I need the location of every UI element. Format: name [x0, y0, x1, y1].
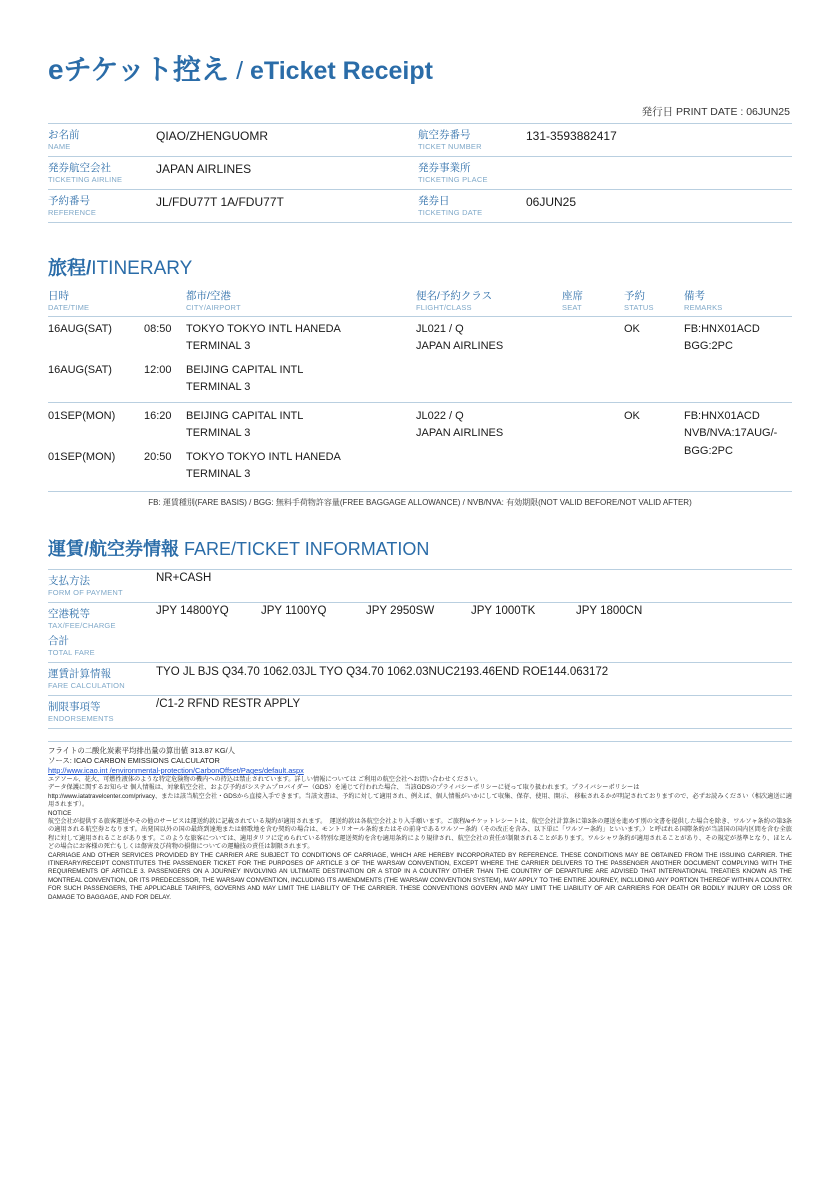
- segment-terminal: TERMINAL 3: [186, 427, 251, 439]
- segment-time: [144, 466, 186, 489]
- print-date: 発行日 PRINT DATE : 06JUN25: [641, 106, 790, 118]
- segment-city: TOKYO TOKYO INTL HANEDA: [186, 451, 341, 463]
- table-row: [48, 466, 792, 489]
- segment-date: 16AUG(SAT): [48, 323, 112, 335]
- title-japanese: eチケット控え: [48, 54, 230, 85]
- info-row-reference: [48, 190, 792, 223]
- tax-item: JPY 2950SW: [366, 605, 435, 617]
- segment-time: [144, 379, 186, 403]
- label-en: TICKETING DATE: [418, 208, 483, 217]
- fare-label-endorsements: [48, 696, 156, 729]
- itinerary-col-seat: [562, 288, 624, 317]
- fare-heading-en: FARE/TICKET INFORMATION: [184, 539, 430, 559]
- notice-label: NOTICE: [48, 809, 72, 817]
- label-jp: 空港税等: [48, 608, 90, 620]
- info-value-ticketing-place: [526, 157, 792, 190]
- segment-status: [624, 355, 684, 379]
- info-label-ticketing-date: [418, 190, 526, 223]
- col-label-jp: 座席: [562, 290, 583, 302]
- segment-date: 01SEP(MON): [48, 451, 116, 463]
- fare-label-taxes: [48, 603, 156, 636]
- data-protection-note: データ保護に関するお知らせ 個人情報は、対象航空会社、および予約がシステムプロバイダー（GDS）を通じて行われた場合、 当該GDSのプライバシーポリシーに従って取り扱われます。プライバシーポリシーは: [48, 784, 640, 792]
- tax-list: [156, 605, 792, 617]
- itinerary-heading-jp: 旅程: [48, 258, 87, 279]
- carbon-offset-link[interactable]: http://www.icao.int /environmental-protection/CarbonOffset/Pages/default.aspx: [48, 766, 304, 775]
- segment-terminal: TERMINAL 3: [186, 340, 251, 352]
- segment-terminal: TERMINAL 3: [186, 381, 251, 393]
- title-separator: /: [236, 57, 244, 85]
- label-en: TICKETING PLACE: [418, 175, 488, 184]
- info-row-name: [48, 124, 792, 157]
- segment-city: TOKYO TOKYO INTL HANEDA: [186, 323, 341, 335]
- info-label-reference: [48, 190, 156, 223]
- itinerary-col-remarks: [684, 288, 792, 317]
- segment-flight: JL021 / Q: [416, 323, 464, 335]
- table-row: [48, 442, 792, 466]
- segment-airline: JAPAN AIRLINES: [416, 340, 504, 352]
- itinerary-heading-en: ITINERARY: [91, 258, 193, 279]
- segment-time: 12:00: [144, 364, 172, 376]
- label-en: FARE CALCULATION: [48, 681, 125, 690]
- segment-date: [48, 379, 144, 403]
- tax-item: JPY 1800CN: [576, 605, 643, 617]
- segment-time: 20:50: [144, 451, 172, 463]
- col-label-jp: 日時: [48, 290, 69, 302]
- tax-item: JPY 1100YQ: [261, 605, 327, 617]
- itinerary-col-datetime: [48, 288, 186, 317]
- segment-status: [624, 338, 684, 355]
- fare-row-form-of-payment: [48, 570, 792, 603]
- segment-city: BEIJING CAPITAL INTL: [186, 364, 304, 376]
- segment-terminal: TERMINAL 3: [186, 468, 251, 480]
- info-value-ticketing-date: 06JUN25: [526, 190, 792, 223]
- info-value-ticket-number: 131-3593882417: [526, 124, 792, 157]
- col-label-jp: 備考: [684, 290, 705, 302]
- label-jp: 運賃計算情報: [48, 668, 111, 680]
- col-label-en: REMARKS: [684, 303, 723, 312]
- label-en: REFERENCE: [48, 208, 97, 217]
- label-jp: 航空券番号: [418, 129, 471, 141]
- segment-seat: [562, 338, 624, 355]
- label-en: TICKETING AIRLINE: [48, 175, 123, 184]
- col-label-en: SEAT: [562, 303, 582, 312]
- segment-time: 08:50: [144, 323, 172, 335]
- col-label-jp: 便名/予約クラス: [416, 290, 493, 302]
- fare-label-form-of-payment: [48, 570, 156, 603]
- segment-seat: [562, 403, 624, 426]
- segment-flight: [416, 442, 562, 466]
- table-row: [48, 379, 792, 403]
- label-jp: 予約番号: [48, 195, 90, 207]
- info-label-name: [48, 124, 156, 157]
- segment-status: [624, 442, 684, 466]
- document-title: [48, 48, 792, 88]
- fare-value-calculation: TYO JL BJS Q34.70 1062.03JL TYO Q34.70 1062.03NUC2193.46END ROE144.063172: [156, 663, 792, 696]
- itinerary-heading: [48, 253, 792, 280]
- fare-value-taxes: [156, 603, 792, 636]
- fare-value-total: [156, 635, 792, 663]
- footnotes-section: [48, 741, 792, 902]
- segment-remarks: FB:HNX01ACD: [684, 323, 760, 335]
- segment-status: OK: [624, 323, 640, 335]
- info-label-ticketing-airline: [48, 157, 156, 190]
- itinerary-col-status: [624, 288, 684, 317]
- segment-seat: [562, 466, 624, 489]
- label-jp: 発券事業所: [418, 162, 471, 174]
- tax-item: JPY 14800YQ: [156, 605, 229, 617]
- label-en: ENDORSEMENTS: [48, 714, 114, 723]
- segment-date: [48, 466, 144, 489]
- fare-heading: [48, 535, 792, 561]
- passenger-info-table: [48, 123, 792, 223]
- fare-row-endorsements: [48, 696, 792, 729]
- segment-date: 16AUG(SAT): [48, 364, 112, 376]
- notice-english: CARRIAGE AND OTHER SERVICES PROVIDED BY THE CARRIER ARE SUBJECT TO CONDITIONS OF CARRIAGE, WHICH ARE HEREBY INCORPORATED BY REFERENCE. THESE CONDITIONS MAY BE OBTAINED FROM THE ISSUING CARRIER. THE ITINERARY/RECEIPT CONSTITUTES THE PASSENGER TICKET FOR THE PURPOSES OF ARTICLE 3 OF THE WARSAW CONVENTION, EXCEPT WHERE THE CARRIER DELIVERS TO THE PASSENGER ANOTHER DOCUMENT COMPLYING WITH THE REQUIREMENTS OF ARTICLE 3. PASSENGERS ON A JOURNEY INVOLVING AN ULTIMATE DESTINATION OR A STOP IN A COUNTRY OTHER THAN THE COUNTRY OF DEPARTURE ARE ADVISED THAT INTERNATIONAL TREATIES KNOWN AS THE MONTREAL CONVENTION, OR ITS PREDECESSOR, THE WARSAW CONVENTION, INCLUDING ITS AMENDMENTS (THE WARSAW CONVENTION SYSTEM), MAY APPLY TO THE ENTIRE JOURNEY, INCLUDING ANY PORTION THEREOF WITHIN A COUNTRY. FOR SUCH PASSENGERS, THE APPLICABLE TARIFFS, GOVERNS AND MAY LIMIT THE LIABILITY OF THE CARRIER. THESE CONVENTIONS GOVERN AND MAY LIMIT THE LIABILITY OF AIR CARRIERS FOR DEATH OR BODILY INJURY OR LOSS OR DAMAGE TO BAGGAGE, AND FOR DELAY.: [48, 851, 792, 901]
- segment-date: 01SEP(MON): [48, 403, 144, 426]
- itinerary-table: [48, 288, 792, 489]
- segment-flight: [416, 379, 562, 403]
- info-value-reference: JL/FDU77T 1A/FDU77T: [156, 190, 418, 223]
- label-jp: お名前: [48, 129, 80, 141]
- tax-item: JPY 1000TK: [471, 605, 536, 617]
- segment-airline: JAPAN AIRLINES: [416, 427, 504, 439]
- fare-row-calculation: [48, 663, 792, 696]
- label-en: FORM OF PAYMENT: [48, 588, 123, 597]
- info-label-ticketing-place: [418, 157, 526, 190]
- fare-row-total: [48, 635, 792, 663]
- table-row: [48, 317, 792, 339]
- notice-japanese: 航空会社が提供する旅客運送やその他のサービスは運送約款に記載されている規約が適用されます。 運送約款は各航空会社より入手願います。ご旅程/eチケットレシートは、航空会社計算条に第3条の運送を進めす別の文書を提供した場合を除き、ワルソャ条約の第3条の適用される航空券となります。出発国以外の国の最終到達地または軽歌地を含む契約の場合は、モントリオール条約またはその前身であるワルソー条約（その改正を含み、以下単に「ワルソー条約」といいます。）と呼ばれる国際条約が当該国の国内区間を含む全旅程に対して適用されることがあります。このような旅客については、適用タリフに定められている特別な運送契約を含む適用条約により規律され、航空会社の責任が制限されることがあります。ワルシャワ条約が適用されることがあり、その規定が基準となり、ほとんどの場合にお客様の死亡もしくは傷害及び荷物の損傷についての運輸技の責任は制限されます。: [48, 818, 792, 851]
- segment-remarks: [684, 379, 792, 403]
- segment-remarks: BGG:2PC: [684, 445, 733, 457]
- fare-value-form-of-payment: NR+CASH: [156, 570, 792, 603]
- col-label-jp: 都市/空港: [186, 290, 231, 302]
- fare-heading-jp: 運賃/航空券情報: [48, 539, 180, 559]
- label-jp: 支払方法: [48, 575, 90, 587]
- segment-seat: [562, 317, 624, 339]
- info-value-name: QIAO/ZHENGUOMR: [156, 124, 418, 157]
- segment-flight: [416, 466, 562, 489]
- segment-remarks: [684, 466, 792, 489]
- segment-remarks: [684, 355, 792, 379]
- fare-value-endorsements: /C1-2 RFND RESTR APPLY: [156, 696, 792, 729]
- segment-remarks: BGG:2PC: [684, 340, 733, 352]
- label-en: TICKET NUMBER: [418, 142, 482, 151]
- itinerary-header-row: [48, 288, 792, 317]
- segment-remarks: FB:HNX01ACD: [684, 403, 792, 426]
- label-jp: 合計: [48, 635, 69, 647]
- label-en: TOTAL FARE: [48, 648, 95, 657]
- label-jp: 発券日: [418, 195, 450, 207]
- col-label-jp: 予約: [624, 290, 645, 302]
- segment-time: [144, 425, 186, 442]
- fare-table: [48, 569, 792, 729]
- table-row: [48, 355, 792, 379]
- co2-source-line: ソース: ICAO CARBON EMISSIONS CALCULATOR: [48, 756, 220, 765]
- info-label-ticket-number: [418, 124, 526, 157]
- segment-status: [624, 466, 684, 489]
- segment-flight: [416, 355, 562, 379]
- col-label-en: CITY/AIRPORT: [186, 303, 241, 312]
- title-english: eTicket Receipt: [250, 57, 433, 85]
- label-en: NAME: [48, 142, 71, 151]
- table-row: [48, 403, 792, 426]
- segment-seat: [562, 442, 624, 466]
- segment-time: [144, 338, 186, 355]
- segment-status: [624, 379, 684, 403]
- fare-label-total: [48, 635, 156, 663]
- itinerary-footnote: FB: 運賃種別(FARE BASIS) / BGG: 無料手荷物許容量(FREE BAGGAGE ALLOWANCE) / NVB/NVA: 有効期限(NOT VALID BEFORE/NOT VALID AFTER): [48, 491, 792, 508]
- fare-row-taxes: [48, 603, 792, 636]
- segment-remarks: NVB/NVA:17AUG/-: [684, 427, 778, 439]
- segment-status: OK: [624, 403, 684, 426]
- fare-label-calculation: [48, 663, 156, 696]
- itinerary-col-flight: [416, 288, 562, 317]
- col-label-en: STATUS: [624, 303, 654, 312]
- info-row-ticketing-airline: [48, 157, 792, 190]
- privacy-policy-note: http://www.iatatravelcenter.com/privacy、または該当航空会社・GDSから直接入手できます。当該文書は、予約に対して適用され、例えば、個人情報がいかにして収集、保存、使用、開示、 移転されるかが明記されておりますので、必ずお読みください（相次適送に適用されます）。: [48, 792, 792, 809]
- itinerary-col-city: [186, 288, 416, 317]
- label-jp: 発券航空会社: [48, 162, 111, 174]
- segment-date: [48, 338, 144, 355]
- col-label-en: FLIGHT/CLASS: [416, 303, 472, 312]
- segment-time: 16:20: [144, 403, 186, 426]
- page-content: [48, 0, 792, 902]
- segment-status: [624, 425, 684, 442]
- segment-city: BEIJING CAPITAL INTL: [186, 403, 416, 426]
- itinerary-heading-sep: /: [86, 258, 92, 279]
- segment-seat: [562, 355, 624, 379]
- segment-flight: JL022 / Q: [416, 403, 562, 426]
- segment-date: [48, 425, 144, 442]
- label-en: TAX/FEE/CHARGE: [48, 621, 116, 630]
- segment-seat: [562, 425, 624, 442]
- segment-seat: [562, 379, 624, 403]
- table-row: [48, 425, 792, 442]
- co2-line: フライトの二酸化炭素平均排出量の算出値 313.87 KG/人: [48, 746, 236, 755]
- table-row: [48, 338, 792, 355]
- info-value-ticketing-airline: JAPAN AIRLINES: [156, 157, 418, 190]
- label-jp: 制限事項等: [48, 701, 101, 713]
- col-label-en: DATE/TIME: [48, 303, 90, 312]
- dangerous-goods-note: エアソール、花火、可燃性液体のような特定危険物の機内への持込は禁止されています。詳しい情報については ご利用の航空会社へお問い合わせください。: [48, 776, 482, 783]
